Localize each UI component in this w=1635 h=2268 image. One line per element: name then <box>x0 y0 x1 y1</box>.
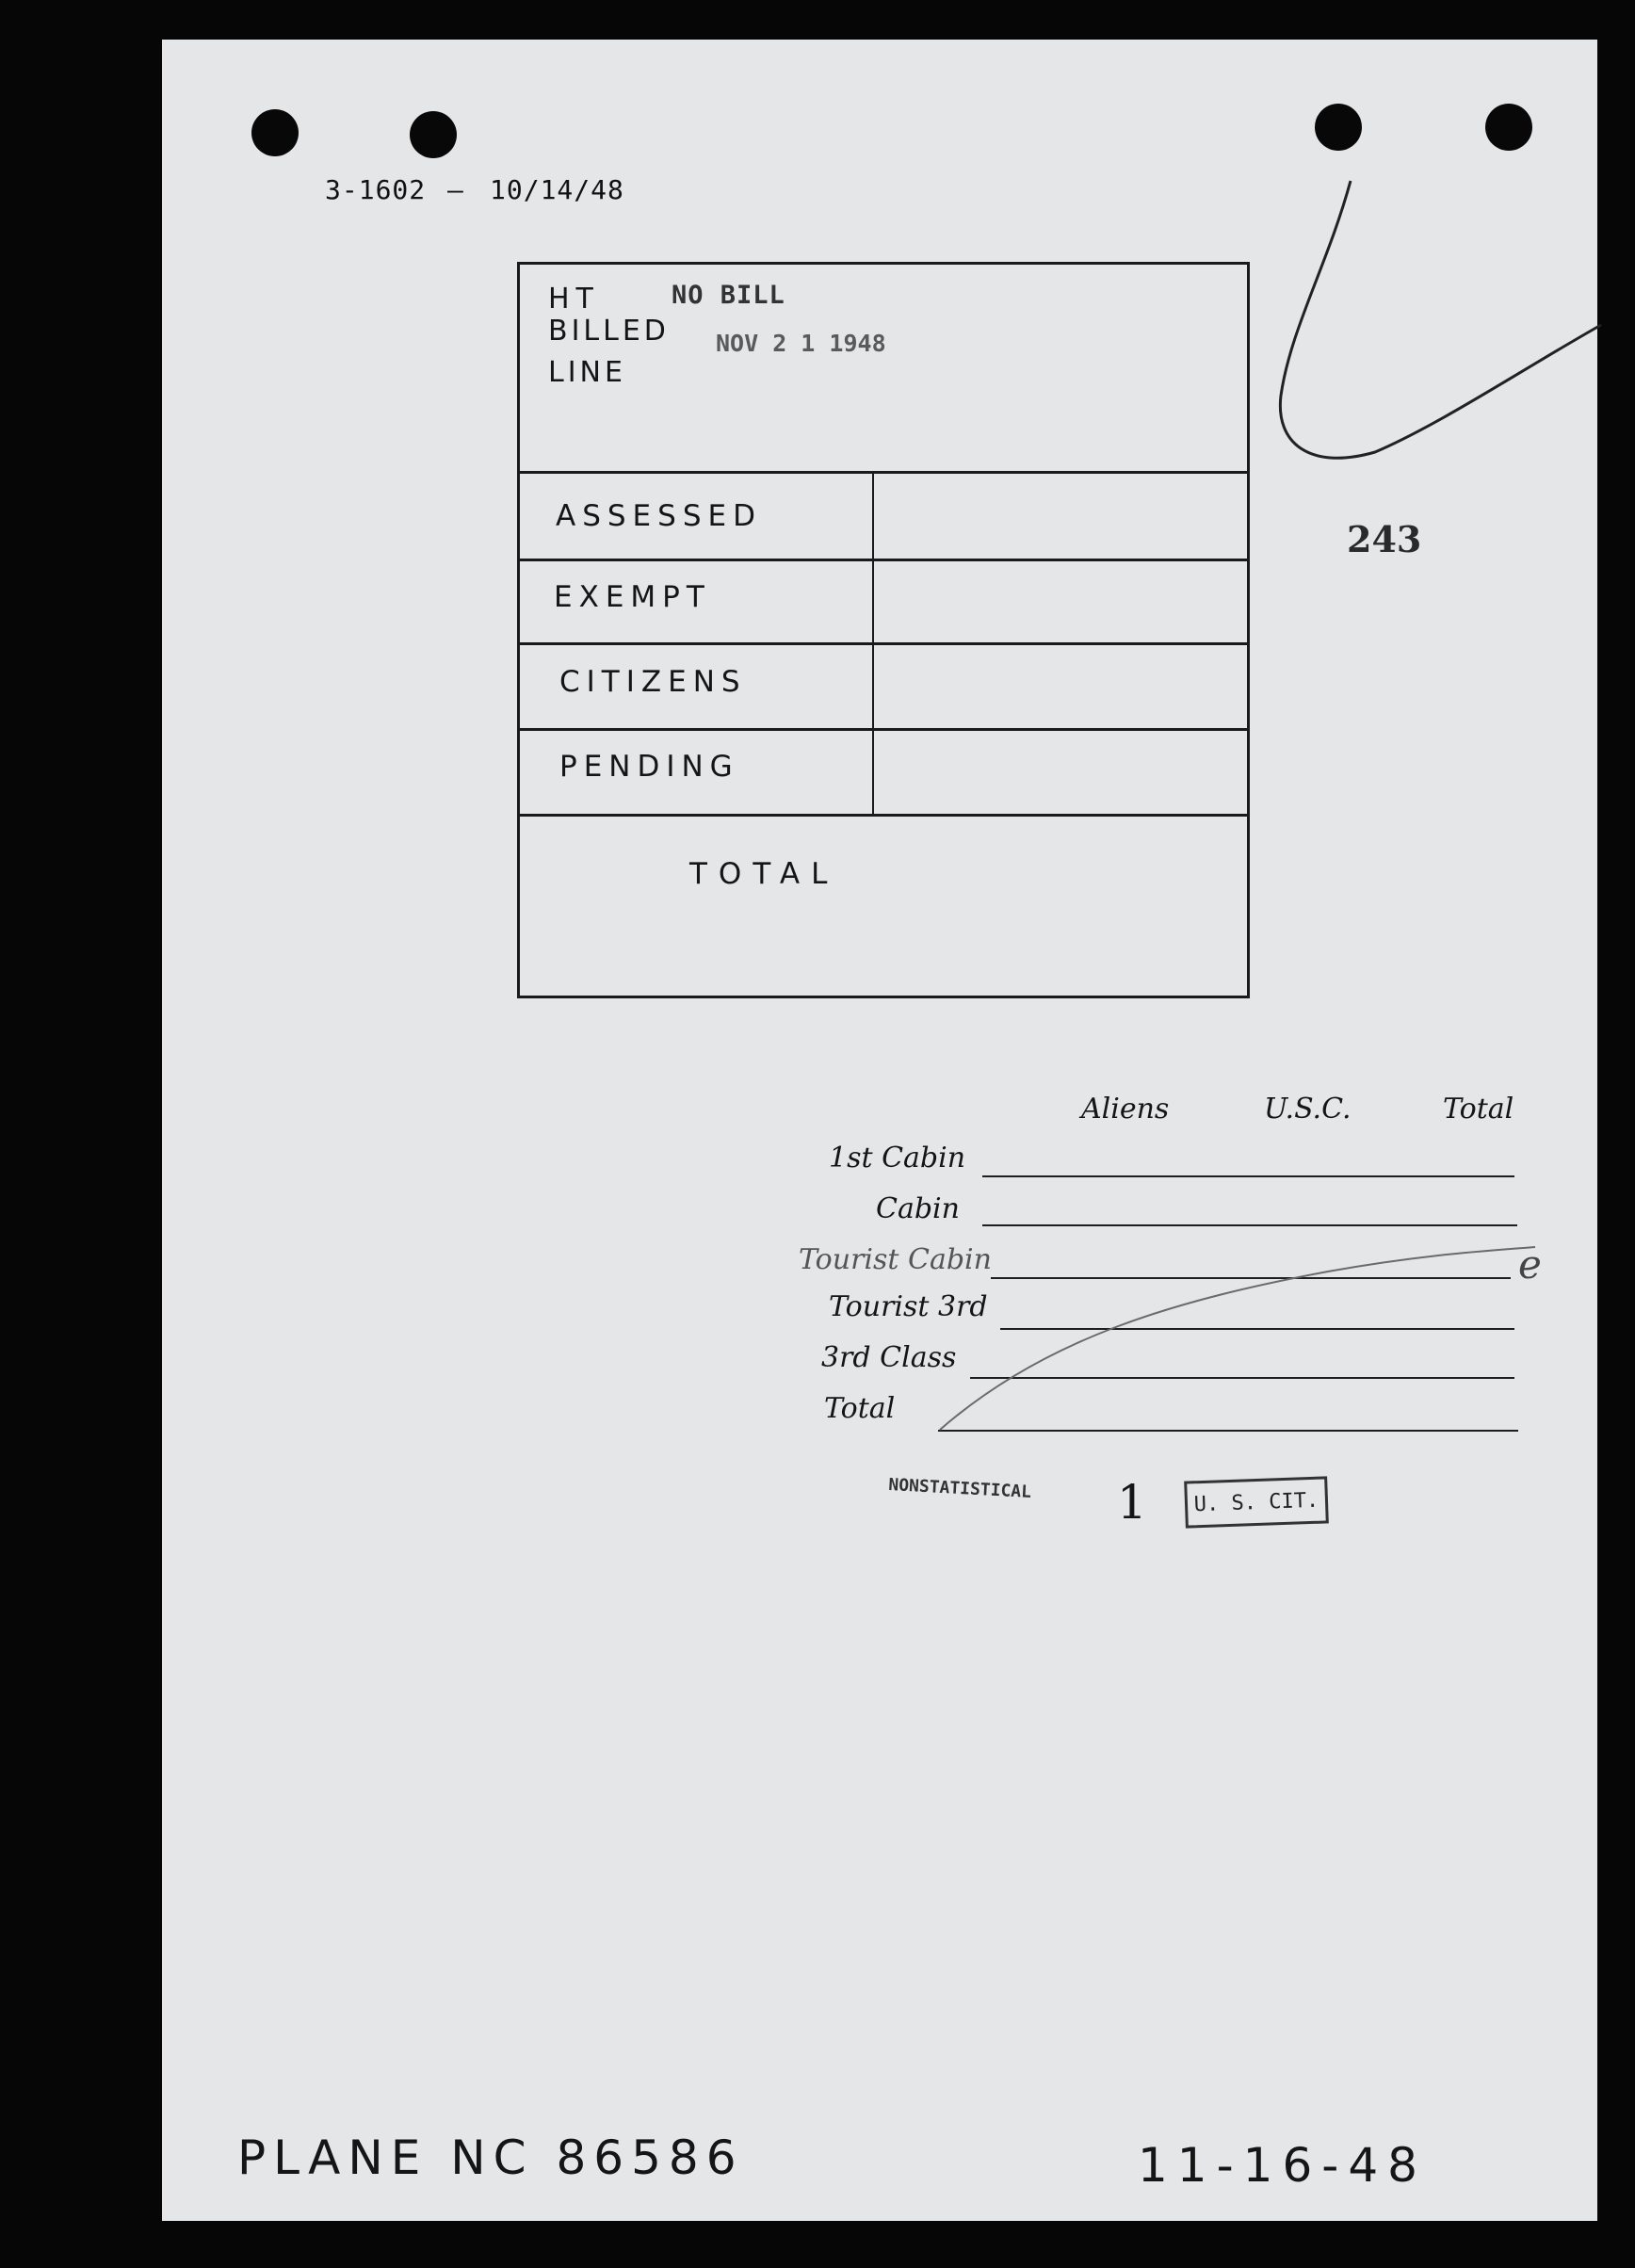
row-label-cabin: Cabin <box>876 1192 960 1225</box>
header-dash: — <box>447 174 464 205</box>
row-label-tourist-cabin: Tourist Cabin <box>799 1243 992 1276</box>
check-mark-icon <box>1253 170 1611 480</box>
citizens-label: CITIZENS <box>559 665 747 699</box>
punch-hole <box>1315 104 1362 151</box>
ledger-divider <box>517 471 1250 474</box>
received-date-stamp: NOV 2 1 1948 <box>716 330 886 357</box>
ledger-divider <box>517 642 1250 645</box>
total-label: TOTAL <box>689 857 839 891</box>
row-label-1st-cabin: 1st Cabin <box>829 1142 966 1174</box>
row-label-total: Total <box>824 1392 896 1425</box>
us-cit-stamp <box>1184 1476 1329 1528</box>
punch-hole <box>1485 104 1532 151</box>
no-bill-stamp: NO BILL <box>672 281 785 310</box>
col-header-total: Total <box>1443 1093 1514 1126</box>
row-label-3rd-class: 3rd Class <box>821 1341 957 1374</box>
count-mark: 1 <box>1117 1475 1147 1530</box>
row-rule <box>982 1175 1514 1177</box>
us-cit-stamp-text: U. S. CIT. <box>1193 1488 1319 1516</box>
pending-label: PENDING <box>559 750 739 784</box>
ledger-column-divider <box>872 471 874 815</box>
billed-label: BILLED <box>548 315 670 348</box>
line-label: LINE <box>548 356 626 389</box>
header-date: 10/14/48 <box>490 174 624 205</box>
footer-date: 11-16-48 <box>1138 2138 1427 2193</box>
plane-registration: PLANE NC 86586 <box>237 2130 744 2185</box>
punch-hole <box>410 111 457 158</box>
ledger-box <box>517 262 1250 998</box>
margin-mark: e <box>1518 1241 1542 1288</box>
ledger-divider <box>517 559 1250 561</box>
cancel-line-icon <box>932 1234 1554 1441</box>
ht-label: HT <box>548 283 600 316</box>
row-label-tourist-3rd: Tourist 3rd <box>829 1290 988 1323</box>
ledger-divider <box>517 814 1250 817</box>
file-number: 3-1602 <box>325 174 427 205</box>
col-header-aliens: Aliens <box>1081 1093 1170 1126</box>
assessed-label: ASSESSED <box>556 499 762 533</box>
col-header-usc: U.S.C. <box>1264 1093 1352 1126</box>
exempt-label: EXEMPT <box>554 580 711 614</box>
punch-hole <box>251 109 299 156</box>
nonstatistical-stamp: NONSTATISTICAL <box>887 1475 1032 1502</box>
row-rule <box>982 1224 1517 1226</box>
page-number: 243 <box>1347 518 1422 560</box>
ledger-divider <box>517 728 1250 731</box>
